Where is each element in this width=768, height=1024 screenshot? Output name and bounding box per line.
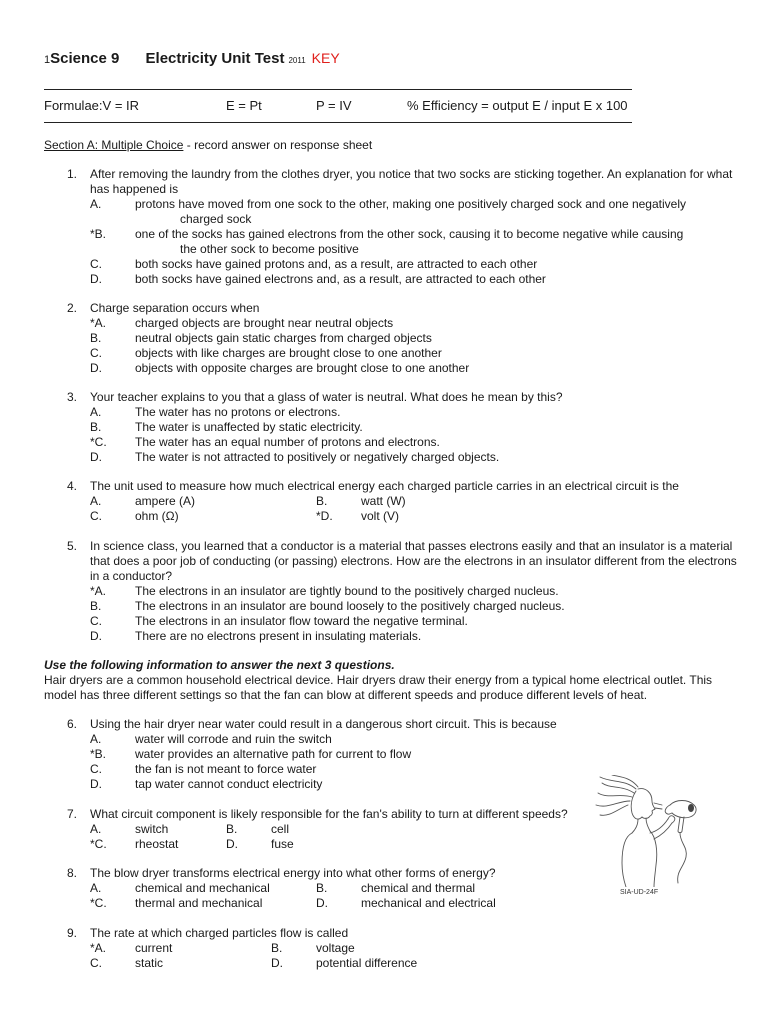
answer-key-label: KEY [311, 50, 340, 66]
option-text: The electrons in an insulator are bound loosely to the positively charged nucleus. [135, 599, 565, 613]
option-label: *C. [90, 435, 107, 449]
option-label: D. [90, 450, 102, 464]
option-text: water provides an alternative path for current to flow [135, 747, 412, 761]
option-text: protons have moved from one sock to the other, making one positively charged sock and one negatively charged sock [135, 197, 686, 226]
course-name: Science 9 [50, 50, 120, 67]
option-text: ohm (Ω) [135, 509, 179, 523]
option-text: both socks have gained protons and, as a result, are attracted to each other [135, 257, 538, 271]
option-text: objects with like charges are brought close to one another [135, 346, 442, 360]
option-label: D. [316, 896, 328, 910]
option-label: *A. [90, 316, 107, 330]
section-heading [44, 138, 372, 152]
question-number: 8. [67, 866, 78, 880]
question-number: 2. [67, 301, 78, 315]
option-label: B. [316, 881, 328, 895]
top-rule [44, 89, 632, 90]
formula-2: E = Pt [226, 98, 262, 113]
option-text: watt (W) [361, 494, 406, 508]
option-label: *D. [316, 509, 333, 523]
option-label: B. [271, 941, 283, 955]
option-label: B. [226, 822, 238, 836]
option-label: B. [316, 494, 328, 508]
question-stem: The blow dryer transforms electrical energy into what other forms of energy? [90, 866, 496, 880]
option-label: A. [90, 732, 102, 746]
option-text: volt (V) [361, 509, 400, 523]
option-label: *B. [90, 227, 107, 241]
option-text: The electrons in an insulator flow toward the negative terminal. [135, 614, 468, 628]
option-label: *C. [90, 837, 107, 851]
option-text: There are no electrons present in insulating materials. [135, 629, 422, 643]
option-text: ampere (A) [135, 494, 196, 508]
option-text: thermal and mechanical [135, 896, 263, 910]
option-label: C. [90, 614, 102, 628]
question-stem: The unit used to measure how much electrical energy each charged particle carries in an electrical circuit is the [90, 479, 679, 493]
formula-3: P = IV [316, 98, 352, 113]
option-label: C. [90, 509, 102, 523]
question-number: 6. [67, 717, 78, 731]
option-text: The water has an equal number of protons and electrons. [135, 435, 440, 449]
question-stem: Using the hair dryer near water could result in a dangerous short circuit. This is because [90, 717, 557, 731]
option-text: voltage [316, 941, 355, 955]
option-label: B. [90, 331, 102, 345]
formula-4: % Efficiency = output E / input E x 100 [407, 98, 628, 113]
option-text: rheostat [135, 837, 179, 851]
option-label: D. [90, 361, 102, 375]
info-heading: Use the following information to answer the next 3 questions. [44, 658, 395, 672]
option-label: A. [90, 405, 102, 419]
option-text: The water is not attracted to positively or negatively charged objects. [135, 450, 500, 464]
option-text: charged objects are brought near neutral objects [135, 316, 394, 330]
question-number: 4. [67, 479, 78, 493]
option-label: D. [226, 837, 238, 851]
option-text: one of the socks has gained electrons from the other sock, causing it to become negative while causing the other sock to become positive [135, 227, 684, 256]
option-label: C. [90, 762, 102, 776]
option-label: A. [90, 494, 102, 508]
option-text: both socks have gained electrons and, as a result, are attracted to each other [135, 272, 546, 286]
page-number: 1 [44, 54, 51, 66]
question-stem: Charge separation occurs when [90, 301, 260, 315]
option-label: D. [90, 629, 102, 643]
formula-1: Formulae:V = IR [44, 98, 140, 113]
question-number: 7. [67, 807, 78, 821]
option-text: static [135, 956, 164, 970]
question-number: 1. [67, 167, 78, 181]
question-stem: What circuit component is likely responsible for the fan's ability to turn at different speeds? [90, 807, 568, 821]
option-text: switch [135, 822, 169, 836]
figure-caption: SIA-UD-24F [620, 889, 659, 896]
option-label: *A. [90, 941, 107, 955]
option-label: *C. [90, 896, 107, 910]
option-text: The water is unaffected by static electricity. [135, 420, 363, 434]
option-label: *A. [90, 584, 107, 598]
info-text: Hair dryers are a common household electrical device. Hair dryers draw their energy from a typical home electrical outlet. This model has three different settings so that the fan can blow at different speeds and produce different levels of heat. [44, 673, 713, 702]
question-stem: In science class, you learned that a conductor is a material that passes electrons easily and that an insulator is a material that does a poor job of conducting (or passing) electrons. How are the electrons in an insulator different from the electrons in a conductor? [90, 539, 737, 583]
option-text: mechanical and electrical [361, 896, 496, 910]
option-text: neutral objects gain static charges from charged objects [135, 331, 432, 345]
question-number: 3. [67, 390, 78, 404]
option-label: D. [90, 777, 102, 791]
option-text: fuse [271, 837, 294, 851]
section-note: - record answer on response sheet [183, 138, 373, 152]
option-label: C. [90, 956, 102, 970]
option-label: *B. [90, 747, 107, 761]
section-title: Section A: Multiple Choice [44, 138, 184, 152]
option-text: current [135, 941, 173, 955]
question-stem: Your teacher explains to you that a glass of water is neutral. What does he mean by this? [90, 390, 563, 404]
option-label: D. [90, 272, 102, 286]
option-label: A. [90, 881, 102, 895]
option-text: the fan is not meant to force water [135, 762, 317, 776]
question-number: 9. [67, 926, 78, 940]
option-label: C. [90, 346, 102, 360]
option-label: A. [90, 822, 102, 836]
bottom-rule [44, 122, 632, 123]
question-number: 5. [67, 539, 78, 553]
option-text: objects with opposite charges are brought close to one another [135, 361, 470, 375]
option-label: B. [90, 599, 102, 613]
option-text: tap water cannot conduct electricity [135, 777, 323, 791]
test-year: 2011 [288, 56, 306, 65]
option-label: D. [271, 956, 283, 970]
question-stem: The rate at which charged particles flow is called [90, 926, 349, 940]
option-text: water will corrode and ruin the switch [135, 732, 332, 746]
page-title [44, 50, 340, 67]
question-stem: After removing the laundry from the clothes dryer, you notice that two socks are sticking together. An explanation for what has happened is [90, 167, 733, 196]
option-label: C. [90, 257, 102, 271]
option-text: cell [271, 822, 290, 836]
option-text: The electrons in an insulator are tightly bound to the positively charged nucleus. [135, 584, 559, 598]
option-text: chemical and thermal [361, 881, 476, 895]
option-text: The water has no protons or electrons. [135, 405, 341, 419]
option-text: potential difference [316, 956, 418, 970]
hair-dryer-illustration [592, 775, 702, 887]
option-label: B. [90, 420, 102, 434]
option-label: A. [90, 197, 102, 211]
test-name: Electricity Unit Test [145, 50, 285, 67]
option-text: chemical and mechanical [135, 881, 270, 895]
